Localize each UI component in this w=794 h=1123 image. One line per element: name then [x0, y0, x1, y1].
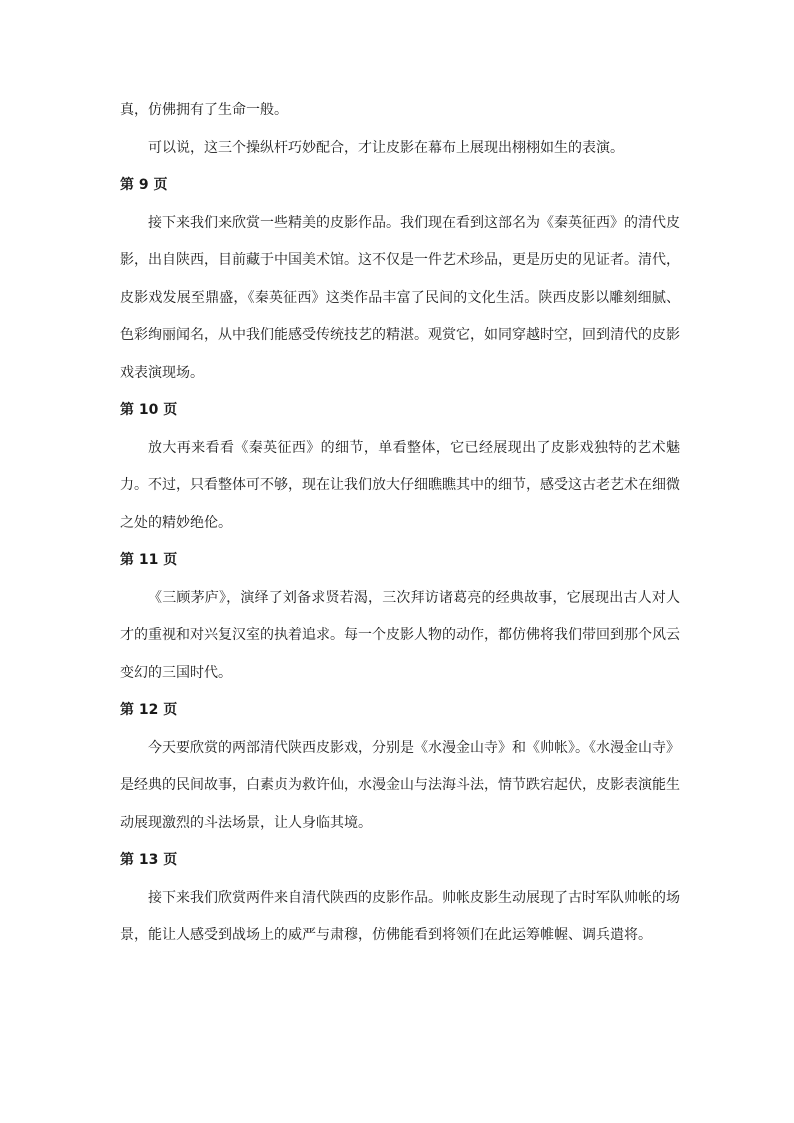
paragraph-page-13: 接下来我们欣赏两件来自清代陕西的皮影作品。帅帐皮影生动展现了古时军队帅帐的场景，能让人感受到战场上的威严与肃穆，仿佛能看到将领们在此运筹帷幄、调兵遣将。 [120, 889, 680, 943]
page-heading-12: 第 12 页 [120, 702, 178, 718]
paragraph-page-11: 《三顾茅庐》，演绎了刘备求贤若渴，三次拜访诸葛亮的经典故事，它展现出古人对人才的重视和对兴复汉室的执着追求。每一个皮影人物的动作，都仿佛将我们带回到那个风云变幻的三国时代。 [120, 589, 680, 681]
paragraph-page-10: 放大再来看看《秦英征西》的细节，单看整体，它已经展现出了皮影戏独特的艺术魅力。不过，只看整体可不够，现在让我们放大仔细瞧瞧其中的细节，感受这古老艺术在细微之处的精妙绝伦。 [120, 439, 680, 531]
paragraph-page-12: 今天要欣赏的两部清代陕西皮影戏，分别是《水漫金山寺》和《帅帐》。《水漫金山寺》是经典的民间故事，白素贞为救许仙，水漫金山与法海斗法，情节跌宕起伏，皮影表演能生动展现激烈的斗法场景，让人身临其境。 [120, 739, 680, 831]
page-heading-10: 第 10 页 [120, 402, 178, 418]
page-heading-11: 第 11 页 [120, 552, 178, 568]
paragraph-summary: 可以说，这三个操纵杆巧妙配合，才让皮影在幕布上展现出栩栩如生的表演。 [148, 139, 624, 156]
paragraph-continuation: 真，仿佛拥有了生命一般。 [120, 102, 288, 118]
page-heading-9: 第 9 页 [120, 177, 168, 193]
paragraph-page-9: 接下来我们来欣赏一些精美的皮影作品。我们现在看到这部名为《秦英征西》的清代皮影，出自陕西，目前藏于中国美术馆。这不仅是一件艺术珍品，更是历史的见证者。清代，皮影戏发展至鼎盛，《秦英征西》这类作品丰富了民间的文化生活。陕西皮影以雕刻细腻、色彩绚丽闻名，从中我们能感受传统技艺的精湛。观赏它，如同穿越时空，回到清代的皮影戏表演现场。 [120, 214, 680, 381]
page-heading-13: 第 13 页 [120, 852, 178, 868]
document-page [120, 92, 680, 955]
